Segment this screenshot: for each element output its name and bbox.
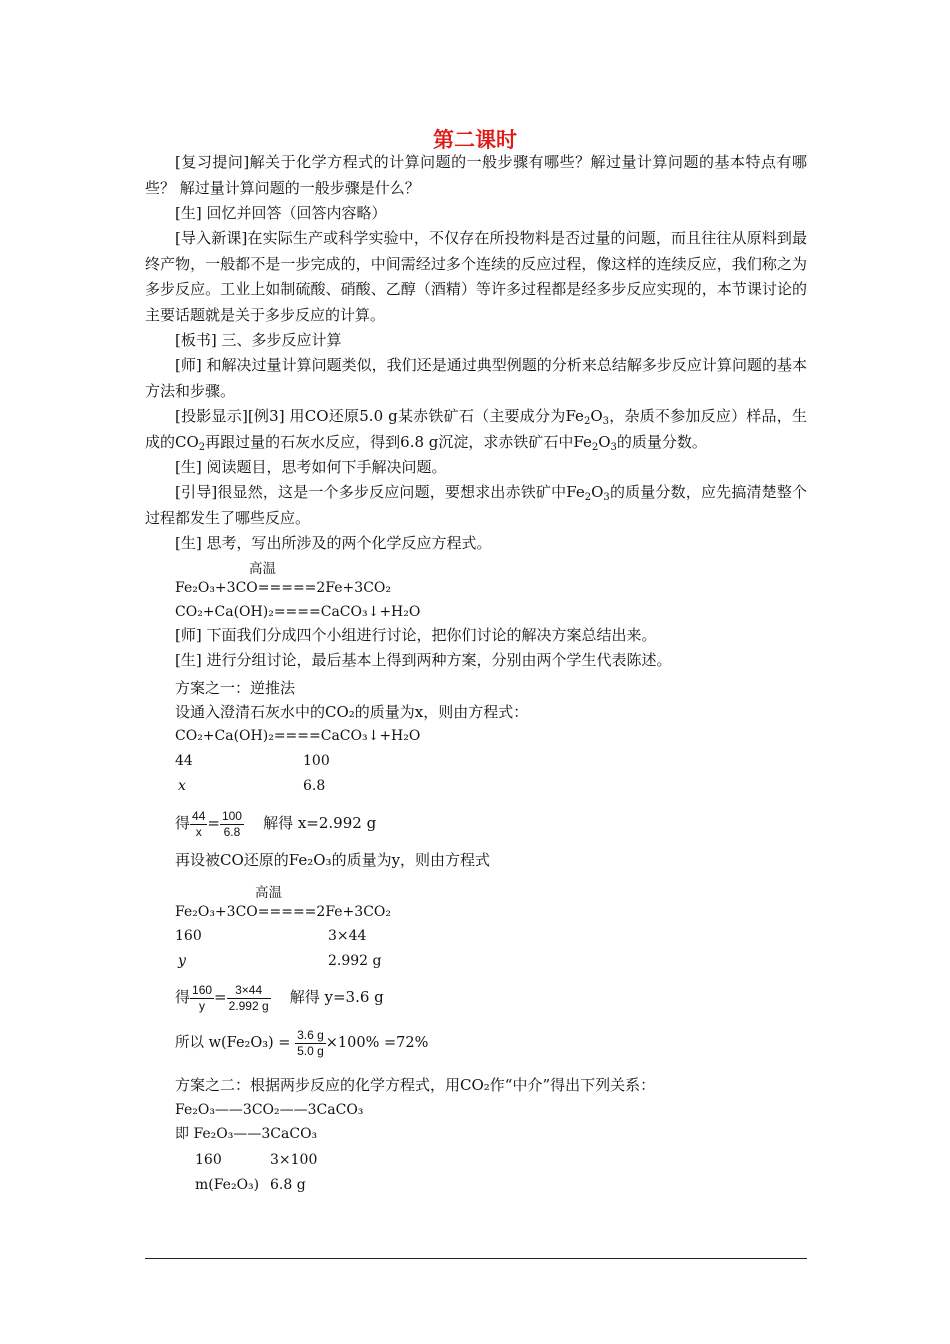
guidance: [引导]很显然，这是一个多步反应问题，要想求出赤铁矿中$Fe_2O_3$的质量分数，应先搞清楚整个过程都发生了哪些反应。 [145, 483, 807, 527]
fraction: $\frac{100}{6.8}$ [221, 808, 242, 839]
ratio-value: 160 [175, 928, 202, 944]
w-label: w(Fe₂O₃) = [208, 1035, 291, 1051]
example-problem: [投影显示][例3] 用CO还原5.0 g某赤铁矿石（主要成分为$Fe_2O_3$，杂质不参加反应）样品，生成的$CO_2$再跟过量的石灰水反应，得到6.8 g沉淀，求赤铁矿石中$Fe_2O_3$的质量分数。 [145, 407, 807, 453]
example-text-3: 再跟过量的石灰水反应，得到6.8 g沉淀，求赤铁矿石中Fe [205, 432, 592, 451]
relation-2: 即 Fe₂O₃——3CaCO₃ [175, 1126, 318, 1142]
fraction: $\frac{44}{x}$ [192, 808, 206, 839]
footer-rule [145, 1258, 807, 1259]
ratio-value: 2.992 g [328, 953, 382, 969]
plan-1-heading: 方案之一：逆推法 [175, 679, 296, 697]
equation-1: Fe₂O₃+3CO=====2Fe+3CO₂ [175, 580, 391, 596]
guide-text-1: [引导]很显然，这是一个多步反应问题，要想求出赤铁矿中Fe [175, 483, 585, 501]
new-lesson-intro: [导入新课]在实际生产或科学实验中，不仅存在所投物料是否过量的问题，而且往往从原料到最终产物，一般都不是一步完成的，中间需经过多个连续的反应过程，像这样的连续反应，我们称之为多步反应。工业上如制硫酸、硝酸、乙醇（酒精）等许多过程都是经多步反应实现的，本节课讨论的主要话题就是关于多步反应的计算。 [145, 229, 807, 324]
teacher-group-task: [师] 下面我们分成四个小组进行讨论，把你们讨论的解决方案总结出来。 [175, 626, 657, 644]
ratio-value: 6.8 [303, 778, 326, 794]
board-heading: [板书] 三、多步反应计算 [175, 331, 342, 349]
fraction: $\frac{3\times 44}{2.992 g}$ [228, 982, 269, 1013]
ratio-value: 3×44 [328, 928, 367, 944]
fraction: $\frac{160}{y}$ [192, 982, 213, 1013]
example-text-1: [投影显示][例3] 用CO还原5.0 g某赤铁矿石（主要成分为Fe [175, 407, 584, 425]
review-question: [复习提问]解关于化学方程式的计算问题的一般步骤有哪些？解过量计算问题的基本特点有哪些？ 解过量计算问题的一般步骤是什么？ [145, 153, 807, 197]
result-value: ×100% =72% [325, 1035, 429, 1051]
student-answer: [生] 回忆并回答（回答内容略） [175, 204, 387, 222]
mass-fraction-result [175, 1025, 428, 1061]
de-label: 得 [175, 988, 191, 1006]
so-label: 所以 [175, 1035, 204, 1051]
solve-x: 解得 x=2.992 g [263, 814, 377, 832]
guide-text-2: 的质量分数，应先搞清楚整个过程都发生了哪些反应。 [145, 483, 807, 527]
reaction-condition: 高温 [249, 561, 276, 577]
plan-1-set-y: 再设被CO还原的Fe₂O₃的质量为y，则由方程式 [175, 851, 491, 869]
plan-1-set-x: 设通入澄清石灰水中的CO₂的质量为x，则由方程式： [175, 703, 529, 721]
plan-1-equation-2: Fe₂O₃+3CO=====2Fe+3CO₂ [175, 904, 391, 920]
solve-y: 解得 y=3.6 g [289, 988, 384, 1006]
ratio-value: y [178, 953, 186, 969]
ratio-value: 3×100 [270, 1152, 318, 1168]
proportion-x: 得 $\frac{44}{x}$ = $\frac{100}{6.8}$ 解得 x=2.992 g [175, 808, 377, 839]
equation-2: CO₂+Ca(OH)₂====CaCO₃↓+H₂O [175, 604, 421, 620]
reaction-condition: 高温 [255, 885, 282, 901]
ratio-value: 100 [303, 753, 330, 769]
page-title: 第二课时 [433, 128, 517, 152]
plan-2-heading: 方案之二：根据两步反应的化学方程式，用CO₂作“中介”得出下列关系： [175, 1076, 656, 1094]
teacher-statement: [师] 和解决过量计算问题类似，我们还是通过典型例题的分析来总结解多步反应计算问题的基本方法和步骤。 [145, 356, 807, 400]
student-group-discussion: [生] 进行分组讨论，最后基本上得到两种方案，分别由两个学生代表陈述。 [175, 651, 672, 669]
example-text-4: 的质量分数。 [616, 432, 707, 451]
ratio-value: 6.8 g [270, 1177, 306, 1193]
relation-1: Fe₂O₃——3CO₂——3CaCO₃ [175, 1102, 364, 1118]
fraction: $\frac{3.6 g}{5.0 g}$ [297, 1027, 324, 1058]
ratio-value: m(Fe₂O₃) [195, 1177, 260, 1193]
example-text-2: ，杂质不参加反应）样品，生成的CO [145, 407, 807, 451]
ratio-value: 160 [195, 1152, 222, 1168]
proportion-y: 得 $\frac{160}{y}$ = $\frac{3\times 44}{2.992 g}$ 解得 y=3.6 g [175, 982, 384, 1013]
plan-1-equation: CO₂+Ca(OH)₂====CaCO₃↓+H₂O [175, 728, 421, 744]
ratio-value: x [178, 778, 186, 794]
student-thinking: [生] 思考，写出所涉及的两个化学反应方程式。 [175, 534, 492, 552]
ratio-value: 44 [175, 753, 193, 769]
de-label: 得 [175, 814, 191, 832]
student-reading: [生] 阅读题目，思考如何下手解决问题。 [175, 458, 447, 476]
